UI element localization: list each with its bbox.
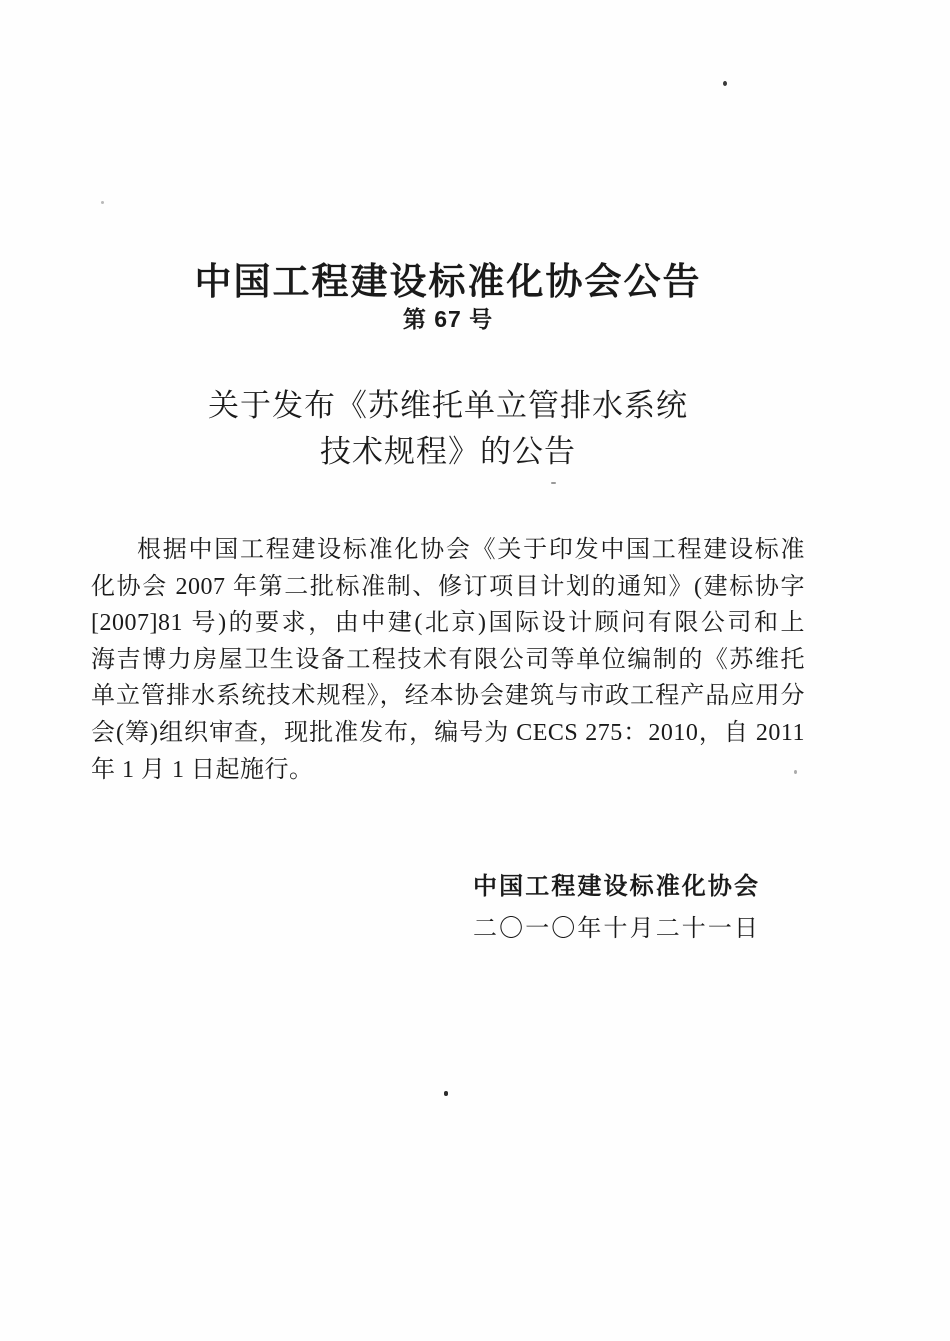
scan-speck [101,201,104,204]
body-line-3: [2007]81 号)的要求，由中建(北京)国际设计顾问有限公司和上 [91,610,805,637]
body-line-1: 根据中国工程建设标准化协会《关于印发中国工程建设标准 [137,537,805,563]
body-line-6: 会(筹)组织审查，现批准发布，编号为 CECS 275：2010，自 2011 [91,719,805,746]
scan-speck [794,770,797,774]
issuing-organization: 中国工程建设标准化协会 [473,873,758,900]
issue-number: 第 67 号 [402,306,494,332]
announcement-subtitle [91,383,805,475]
body-line-2: 化协会 2007 年第二批标准制、修订项目计划的通知》(建标协字 [91,573,805,600]
announcement-body [91,532,805,788]
subtitle-line-2: 技术规程》的公告 [320,434,576,469]
scan-speck [444,1091,448,1096]
subtitle-line-1: 关于发布《苏维托单立管排水系统 [208,388,688,423]
signature-block [473,866,758,950]
issue-date: 二〇一〇年十月二十一日 [473,916,758,942]
body-line-7: 年 1 月 1 日起施行。 [91,756,314,783]
announcement-title: 中国工程建设标准化协会公告 [194,260,702,302]
scan-speck [551,482,556,484]
body-line-5: 单立管排水系统技术规程》，经本协会建筑与市政工程产品应用分 [91,683,805,710]
body-line-4: 海吉博力房屋卫生设备工程技术有限公司等单位编制的《苏维托 [91,646,805,673]
scan-speck [723,81,727,86]
